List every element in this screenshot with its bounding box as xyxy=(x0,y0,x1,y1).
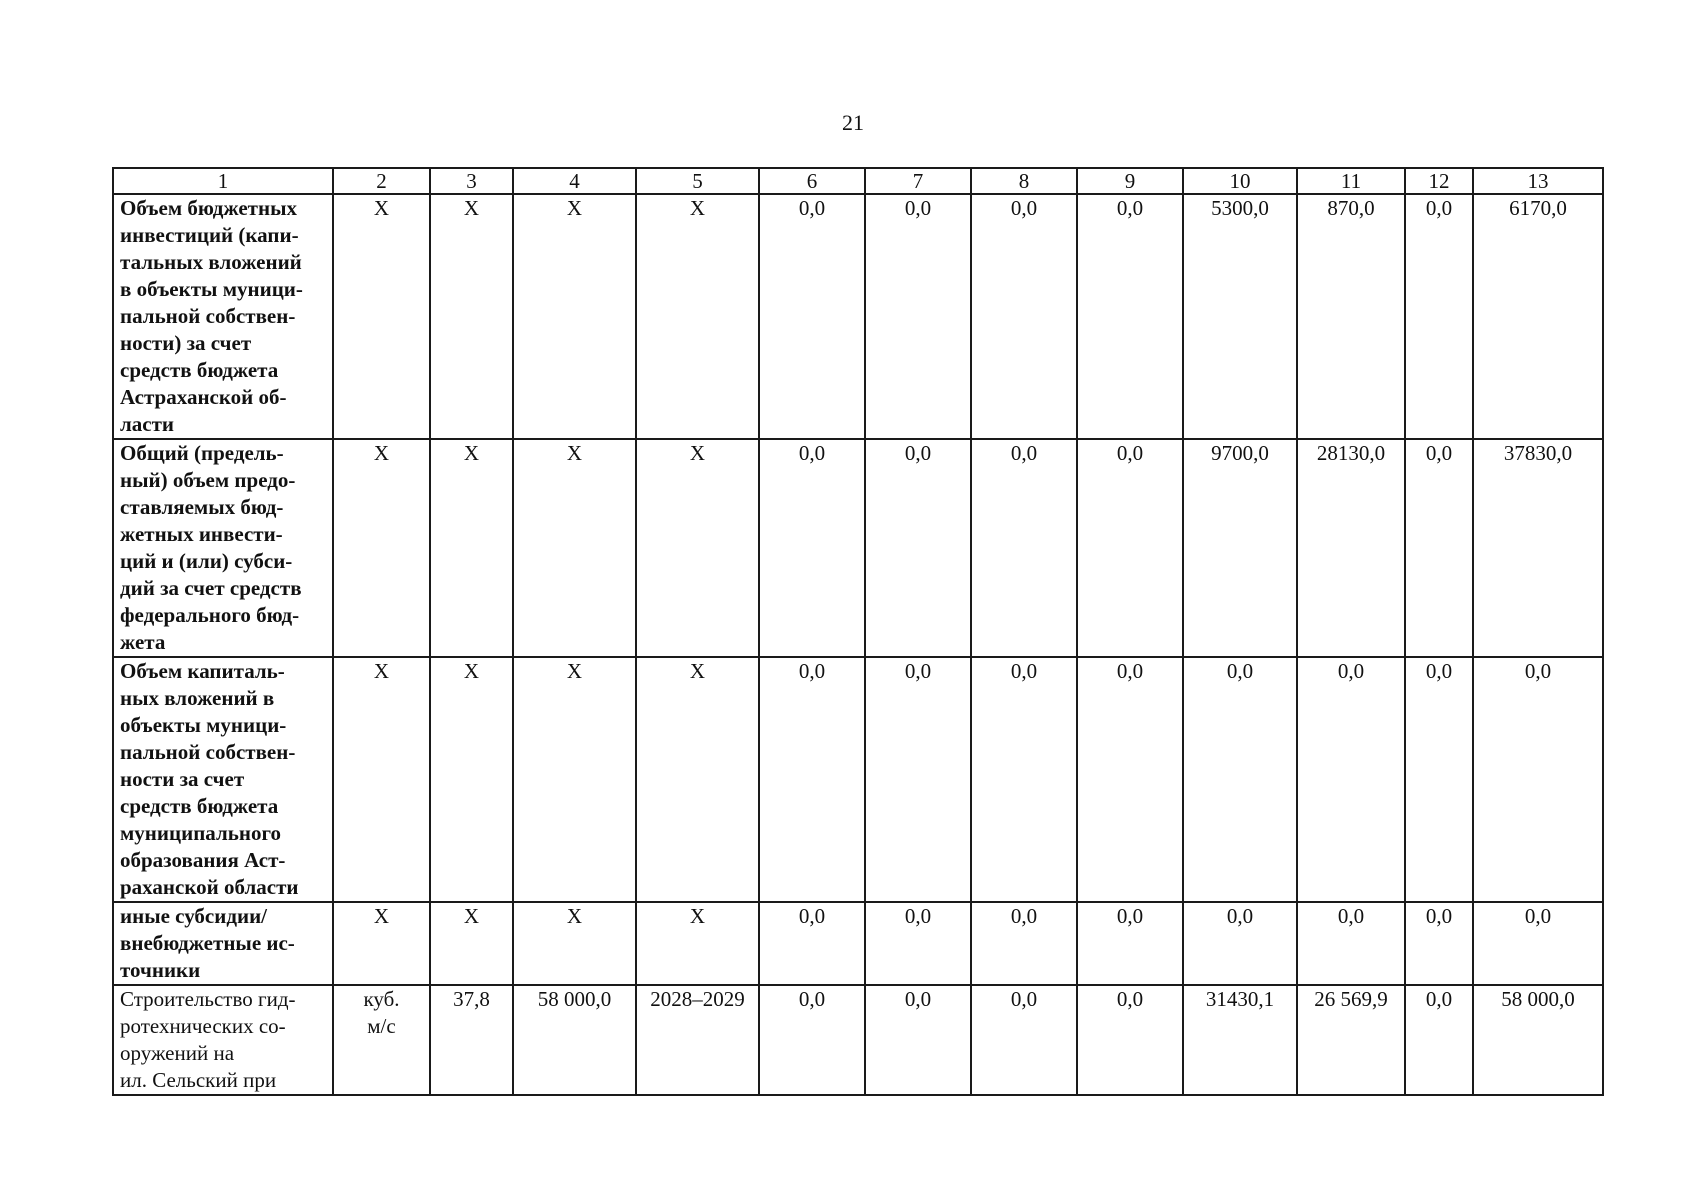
table-cell: 2028–2029 xyxy=(636,985,759,1095)
table-cell: 0,0 xyxy=(1077,985,1183,1095)
column-header: 1 xyxy=(113,168,333,194)
table-cell: X xyxy=(430,439,513,657)
column-header: 12 xyxy=(1405,168,1473,194)
table-cell: 0,0 xyxy=(1405,657,1473,902)
column-header: 10 xyxy=(1183,168,1297,194)
table-cell: 0,0 xyxy=(865,657,971,902)
table-cell: 58 000,0 xyxy=(513,985,636,1095)
table-cell: 870,0 xyxy=(1297,194,1405,439)
budget-table xyxy=(112,167,1604,1096)
table-cell: X xyxy=(636,902,759,985)
table-cell: 0,0 xyxy=(865,439,971,657)
table-cell: X xyxy=(430,657,513,902)
table-cell: 0,0 xyxy=(1405,902,1473,985)
column-header: 13 xyxy=(1473,168,1603,194)
table-cell: X xyxy=(636,194,759,439)
table-cell: 0,0 xyxy=(759,985,865,1095)
table-header-row xyxy=(113,168,1603,194)
row-description: иные субсидии/ внебюджетные ис- точники xyxy=(113,902,333,985)
row-description: Строительство гид- ротехнических со- оружений на ил. Сельский при xyxy=(113,985,333,1095)
table-cell: 58 000,0 xyxy=(1473,985,1603,1095)
table-cell: X xyxy=(636,439,759,657)
table-cell: 9700,0 xyxy=(1183,439,1297,657)
table-cell: 0,0 xyxy=(1405,985,1473,1095)
row-description: Общий (предель- ный) объем предо- ставляемых бюд- жетных инвести- ций и (или) субси- дий за счет средств федерального бюд- жета xyxy=(113,439,333,657)
table-cell: 0,0 xyxy=(1297,902,1405,985)
table-cell: 0,0 xyxy=(759,902,865,985)
table-row xyxy=(113,902,1603,985)
table-cell: 0,0 xyxy=(865,194,971,439)
table-row xyxy=(113,439,1603,657)
table-cell: X xyxy=(513,194,636,439)
table-cell: 0,0 xyxy=(971,439,1077,657)
table-cell: 0,0 xyxy=(1405,439,1473,657)
table-cell: X xyxy=(636,657,759,902)
table-cell: 37830,0 xyxy=(1473,439,1603,657)
column-header: 9 xyxy=(1077,168,1183,194)
page-number: 21 xyxy=(842,110,864,135)
row-description: Объем капиталь- ных вложений в объекты муници- пальной собствен- ности за счет средств бюджета муниципального образования Аст- раханской области xyxy=(113,657,333,902)
table-row xyxy=(113,194,1603,439)
table-cell: 28130,0 xyxy=(1297,439,1405,657)
table-cell: X xyxy=(333,902,430,985)
table-cell: 0,0 xyxy=(1077,194,1183,439)
table-row xyxy=(113,657,1603,902)
table-cell: X xyxy=(430,902,513,985)
table-cell: 0,0 xyxy=(759,439,865,657)
table-cell: 0,0 xyxy=(1405,194,1473,439)
table-cell: X xyxy=(513,657,636,902)
table-cell: 0,0 xyxy=(971,902,1077,985)
table-cell: 5300,0 xyxy=(1183,194,1297,439)
table-cell: 0,0 xyxy=(1297,657,1405,902)
column-header: 4 xyxy=(513,168,636,194)
table-cell: 0,0 xyxy=(1473,902,1603,985)
column-header: 11 xyxy=(1297,168,1405,194)
table-cell: 0,0 xyxy=(865,902,971,985)
table-cell: 6170,0 xyxy=(1473,194,1603,439)
table-cell: куб. м/с xyxy=(333,985,430,1095)
table-cell: 0,0 xyxy=(1183,657,1297,902)
row-description: Объем бюджетных инвестиций (капи- тальных вложений в объекты муници- пальной собствен- ности) за счет средств бюджета Астраханской об- ласти xyxy=(113,194,333,439)
column-header: 3 xyxy=(430,168,513,194)
table-cell: 0,0 xyxy=(1183,902,1297,985)
table-cell: 37,8 xyxy=(430,985,513,1095)
table-cell: X xyxy=(333,439,430,657)
table-row xyxy=(113,985,1603,1095)
column-header: 7 xyxy=(865,168,971,194)
table-cell: 0,0 xyxy=(971,985,1077,1095)
table-cell: X xyxy=(430,194,513,439)
table-cell: 0,0 xyxy=(1077,439,1183,657)
table-cell: 0,0 xyxy=(1077,902,1183,985)
table-cell: 0,0 xyxy=(1473,657,1603,902)
table-cell: X xyxy=(333,657,430,902)
column-header: 5 xyxy=(636,168,759,194)
column-header: 2 xyxy=(333,168,430,194)
table-cell: 0,0 xyxy=(1077,657,1183,902)
table-cell: 0,0 xyxy=(971,194,1077,439)
table-cell: 0,0 xyxy=(759,657,865,902)
table-cell: 0,0 xyxy=(759,194,865,439)
table-cell: X xyxy=(333,194,430,439)
column-header: 8 xyxy=(971,168,1077,194)
column-header: 6 xyxy=(759,168,865,194)
table-cell: X xyxy=(513,902,636,985)
table-cell: 31430,1 xyxy=(1183,985,1297,1095)
table-cell: 0,0 xyxy=(865,985,971,1095)
table-cell: X xyxy=(513,439,636,657)
table-cell: 26 569,9 xyxy=(1297,985,1405,1095)
table-cell: 0,0 xyxy=(971,657,1077,902)
